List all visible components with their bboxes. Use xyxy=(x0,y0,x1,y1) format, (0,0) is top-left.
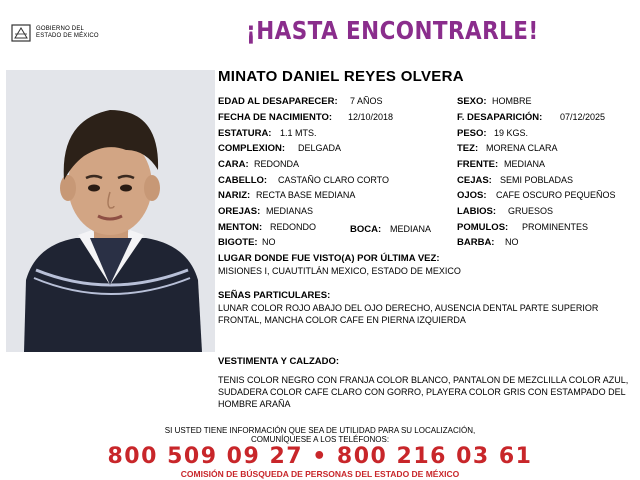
logo-line1: GOBIERNO DEL xyxy=(36,26,85,32)
person-name: MINATO DANIEL REYES OLVERA xyxy=(218,68,464,85)
child-portrait-image xyxy=(6,70,215,352)
fecha-desaparicion-label: F. DESAPARICIÓN: xyxy=(457,112,543,123)
nariz-value: RECTA BASE MEDIANA xyxy=(256,190,356,200)
estatura-value: 1.1 MTS. xyxy=(280,128,317,138)
labios-label: LABIOS: xyxy=(457,206,497,217)
tez-label: TEZ: xyxy=(457,143,479,154)
estatura-label: ESTATURA: xyxy=(218,128,272,139)
ojos-label: OJOS: xyxy=(457,190,487,201)
edad-label: EDAD AL DESAPARECER: xyxy=(218,96,338,107)
menton-value: REDONDO xyxy=(270,222,317,232)
info-line-1: SI USTED TIENE INFORMACIÓN QUE SEA DE UTILIDAD PARA SU LOCALIZACIÓN, xyxy=(164,426,476,435)
state-emblem-icon xyxy=(10,22,32,44)
ojos-value: CAFE OSCURO PEQUEÑOS xyxy=(496,190,616,200)
peso-value: 19 KGS. xyxy=(494,128,529,138)
vestimenta-value: TENIS COLOR NEGRO CON FRANJA COLOR BLANCO, PANTALON DE MEZCLILLA COLOR AZUL, SUDADERA COLOR CAFE CLARO CON GORRO, PLAYERA COLOR GRIS CON ESTAMPADO DEL HOMBRE ARAÑA xyxy=(218,375,629,409)
bigote-label: BIGOTE: xyxy=(218,237,258,248)
nariz-label: NARIZ: xyxy=(218,190,251,201)
senas-value: LUNAR COLOR ROJO ABAJO DEL OJO DERECHO, AUSENCIA DENTAL PARTE SUPERIOR FRONTAL, MANCHA COLOR CAFE EN PIERNA IZQUIERDA xyxy=(218,303,599,325)
cabello-value: CASTAÑO CLARO CORTO xyxy=(278,175,390,185)
fecha-nacimiento-label: FECHA DE NACIMIENTO: xyxy=(218,112,332,123)
barba-label: BARBA: xyxy=(457,237,495,248)
fecha-desaparicion-value: 07/12/2025 xyxy=(560,112,606,122)
frente-value: MEDIANA xyxy=(504,159,546,169)
bigote-value: NO xyxy=(262,237,276,247)
logo-line2: ESTADO DE MÉXICO xyxy=(36,33,99,39)
phone-numbers: 800 509 09 27 • 800 216 03 61 xyxy=(107,444,533,469)
logo-text xyxy=(36,26,99,40)
last-seen-label: LUGAR DONDE FUE VISTO(A) POR ÚLTIMA VEZ: xyxy=(218,253,440,264)
info-line-2: COMUNÍQUESE A LOS TELÉFONOS: xyxy=(250,435,390,444)
commission-name: COMISIÓN DE BÚSQUEDA DE PERSONAS DEL ESTADO DE MÉXICO xyxy=(180,469,460,479)
tez-value: MORENA CLARA xyxy=(486,143,558,153)
labios-value: GRUESOS xyxy=(508,206,554,216)
cejas-value: SEMI POBLADAS xyxy=(500,175,574,185)
orejas-label: OREJAS: xyxy=(218,206,261,217)
complexion-label: COMPLEXION: xyxy=(218,143,286,154)
frente-label: FRENTE: xyxy=(457,159,499,170)
vestimenta-label: VESTIMENTA Y CALZADO: xyxy=(218,356,340,367)
cejas-label: CEJAS: xyxy=(457,175,492,186)
barba-value: NO xyxy=(505,237,519,247)
pomulos-label: POMULOS: xyxy=(457,222,509,233)
edad-value: 7 AÑOS xyxy=(350,96,383,106)
fecha-nacimiento-value: 12/10/2018 xyxy=(348,112,394,122)
last-seen-value: MISIONES I, CUAUTITLÁN MEXICO, ESTADO DE MEXICO xyxy=(218,266,461,276)
sexo-value: HOMBRE xyxy=(492,96,532,106)
cara-label: CARA: xyxy=(218,159,249,170)
cara-value: REDONDA xyxy=(254,159,300,169)
boca-value: MEDIANA xyxy=(390,224,432,234)
senas-label: SEÑAS PARTICULARES: xyxy=(218,290,331,301)
complexion-value: DELGADA xyxy=(298,143,342,153)
cabello-label: CABELLO: xyxy=(218,175,268,186)
sexo-label: SEXO: xyxy=(457,96,487,107)
peso-label: PESO: xyxy=(457,128,487,139)
boca-label: BOCA: xyxy=(350,224,382,235)
menton-label: MENTON: xyxy=(218,222,263,233)
government-logo xyxy=(10,22,120,46)
person-photo xyxy=(6,70,215,352)
pomulos-value: PROMINENTES xyxy=(522,222,589,232)
orejas-value: MEDIANAS xyxy=(266,206,314,216)
banner-title: ¡HASTA ENCONTRARLE! xyxy=(246,16,539,45)
